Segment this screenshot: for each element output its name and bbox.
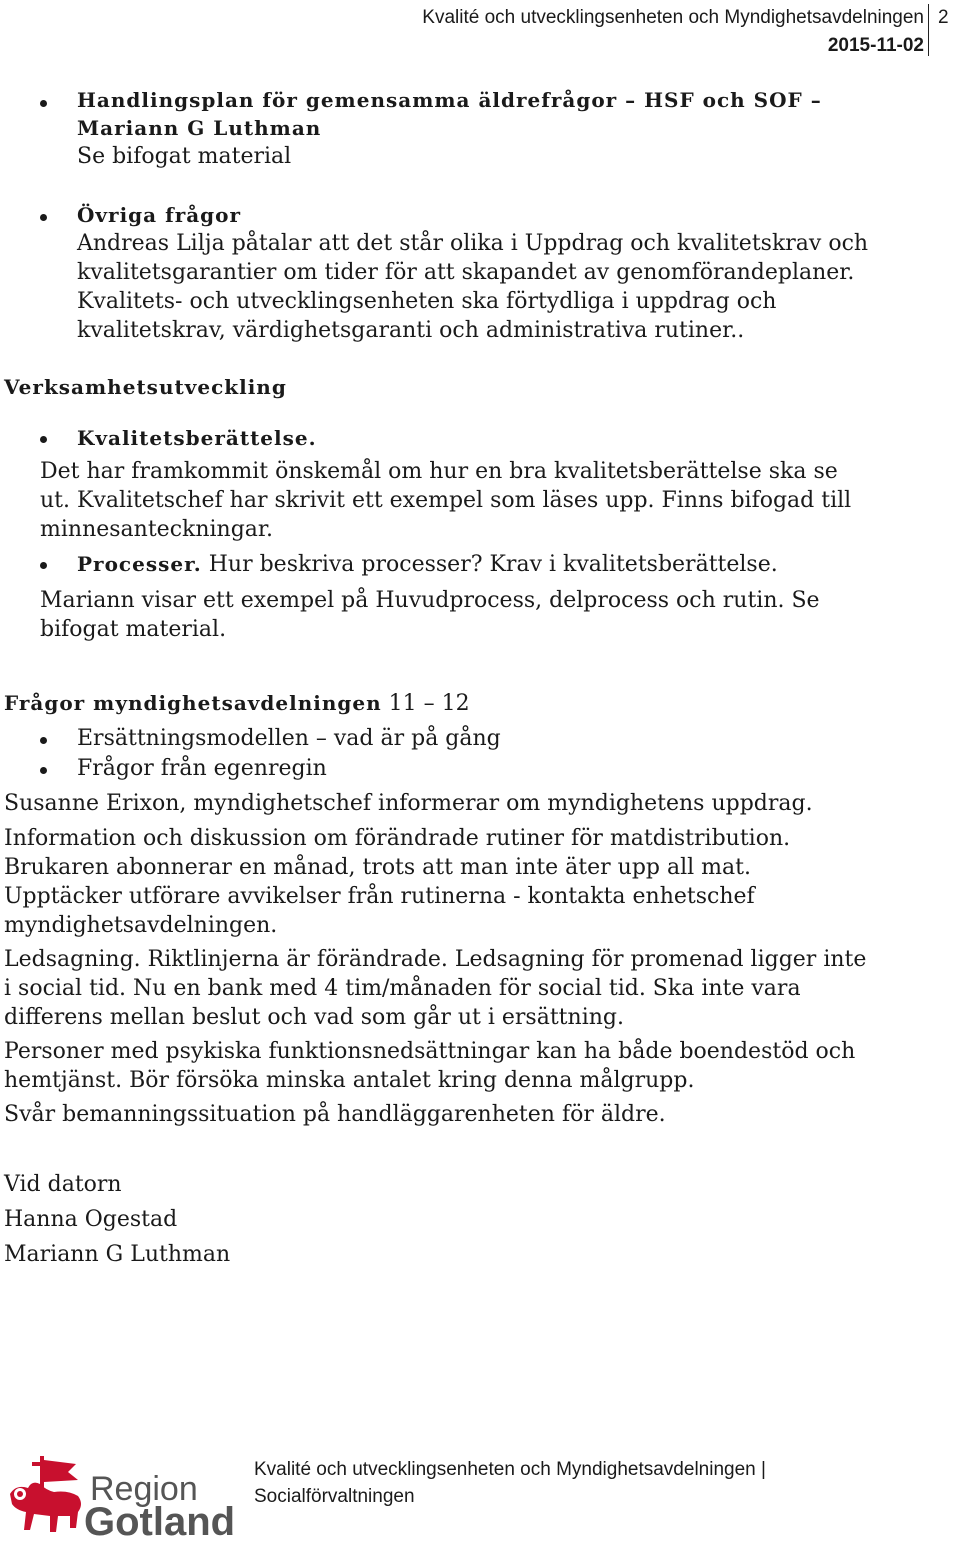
s2-para-line: i social tid. Nu en bank med 4 tim/månaden för social tid. Ska inte vara xyxy=(4,976,801,1001)
proc-row xyxy=(77,550,778,579)
item2-line: Kvalitets- och utvecklingsenheten ska förtydliga i uppdrag och xyxy=(77,289,777,314)
section-heading: Verksamhetsutveckling xyxy=(4,375,287,399)
s2-bullet: Ersättningsmodellen – vad är på gång xyxy=(77,726,501,751)
section-time: 11 – 12 xyxy=(381,691,470,716)
signature-line: Mariann G Luthman xyxy=(4,1242,231,1267)
bullet-dot xyxy=(40,767,47,774)
footer-line2: Socialförvaltningen xyxy=(254,1486,415,1507)
s2-para-line: hemtjänst. Bör försöka minska antalet kring denna målgrupp. xyxy=(4,1068,695,1093)
kval-line: ut. Kvalitetschef har skrivit ett exempel som läses upp. Finns bifogad till xyxy=(40,488,852,513)
signature-line: Vid datorn xyxy=(4,1172,122,1197)
s2-para-line: Ledsagning. Riktlinjerna är förändrade. Ledsagning för promenad ligger inte xyxy=(4,947,867,972)
kval-line: minnesanteckningar. xyxy=(40,517,274,542)
proc-title: Processer. xyxy=(77,552,202,576)
proc-line: Mariann visar ett exempel på Huvudprocess, delprocess och rutin. Se xyxy=(40,588,820,613)
bullet-dot xyxy=(40,436,47,443)
s2-para-line: Susanne Erixon, myndighetschef informerar om myndighetens uppdrag. xyxy=(4,791,813,816)
s2-bullet: Frågor från egenregin xyxy=(77,756,327,781)
bullet-dot xyxy=(40,562,47,569)
kval-title: Kvalitetsberättelse. xyxy=(77,426,317,450)
bullet-dot xyxy=(40,214,47,221)
proc-line: bifogat material. xyxy=(40,617,227,642)
signature-line: Hanna Ogestad xyxy=(4,1207,178,1232)
footer-line1: Kvalité och utvecklingsenheten och Myndighetsavdelningen | xyxy=(254,1459,766,1480)
item1-title2: Mariann G Luthman xyxy=(77,116,322,140)
section2-heading-row xyxy=(4,689,470,718)
item2-line: Andreas Lilja påtalar att det står olika i Uppdrag och kvalitetskrav och xyxy=(77,231,869,256)
section-heading: Frågor myndighetsavdelningen xyxy=(4,691,382,715)
proc-rest: Hur beskriva processer? Krav i kvalitetsberättelse. xyxy=(201,552,778,577)
s2-para-line: Upptäcker utförare avvikelser från rutinerna - kontakta enhetschef xyxy=(4,884,755,909)
item1-line: Se bifogat material xyxy=(77,144,292,169)
header-date: 2015-11-02 xyxy=(827,35,924,56)
s2-para-line: differens mellan beslut och vad som går ut i ersättning. xyxy=(4,1005,624,1030)
s2-para-line: Svår bemanningssituation på handläggarenheten för äldre. xyxy=(4,1102,666,1127)
header-unit xyxy=(422,4,924,60)
header-unit-name: Kvalité och utvecklingsenheten och Myndighetsavdelningen xyxy=(422,7,924,28)
item1-title1: Handlingsplan för gemensamma äldrefrågor – HSF och SOF – xyxy=(77,88,822,112)
kval-line: Det har framkommit önskemål om hur en bra kvalitetsberättelse ska se xyxy=(40,459,838,484)
s2-para-line: Brukaren abonnerar en månad, trots att man inte äter upp all mat. xyxy=(4,855,751,880)
page-number: 2 xyxy=(938,7,949,28)
s2-para-line: Information och diskussion om förändrade rutiner för matdistribution. xyxy=(4,826,791,851)
bullet-dot xyxy=(40,100,47,107)
bullet-dot xyxy=(40,737,47,744)
logo-text-gotland: Gotland xyxy=(84,1500,236,1544)
logo-text-region: Region xyxy=(90,1470,198,1508)
item2-line: kvalitetsgarantier om tider för att skapandet av genomförandeplaner. xyxy=(77,260,855,285)
region-gotland-logo-icon xyxy=(6,1454,86,1542)
item2-title: Övriga frågor xyxy=(77,203,242,227)
s2-para-line: Personer med psykiska funktionsnedsättningar kan ha både boendestöd och xyxy=(4,1039,856,1064)
header-divider xyxy=(928,4,929,56)
s2-para-line: myndighetsavdelningen. xyxy=(4,913,278,938)
item2-line: kvalitetskrav, värdighetsgaranti och administrativa rutiner.. xyxy=(77,318,745,343)
